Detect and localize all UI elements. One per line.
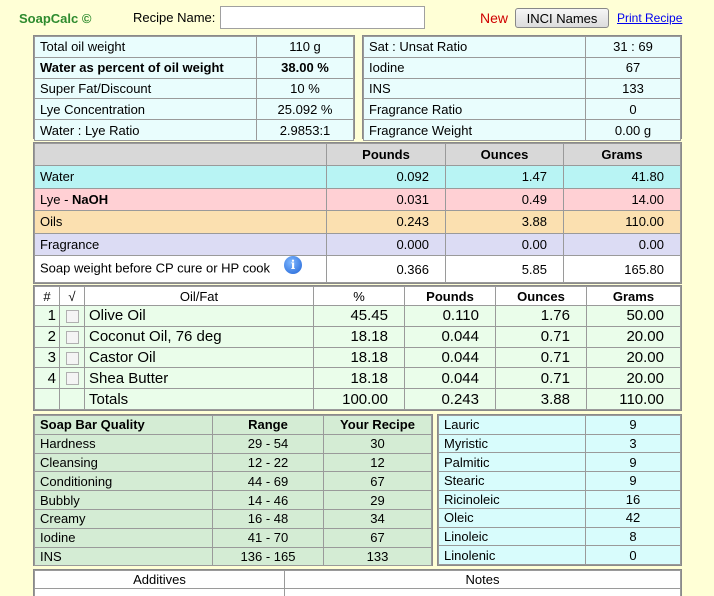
weights-pounds: 0.092: [327, 166, 446, 189]
weights-header-row: [35, 144, 681, 166]
oil-grams: 20.00: [587, 326, 681, 347]
oils-totals-row: [35, 389, 681, 410]
settings-row: [364, 57, 681, 78]
weights-row-lye: [35, 188, 681, 211]
acid-row: [439, 509, 681, 528]
acid-value: 16: [586, 490, 681, 509]
quality-range: 136 - 165: [213, 547, 324, 566]
acid-value: 0: [586, 546, 681, 565]
oil-ounces: 1.76: [496, 306, 587, 327]
weights-grams: 41.80: [564, 166, 681, 189]
quality-name: Creamy: [35, 509, 213, 528]
quality-name: Iodine: [35, 528, 213, 547]
weights-grams: 110.00: [564, 211, 681, 234]
setting-label: Water : Lye Ratio: [35, 120, 257, 141]
quality-range: 16 - 48: [213, 509, 324, 528]
settings-row: [35, 120, 354, 141]
totals-grams: 110.00: [587, 389, 681, 410]
quality-row: [35, 528, 432, 547]
quality-range: 44 - 69: [213, 472, 324, 491]
weights-label: [35, 256, 327, 283]
acid-value: 42: [586, 509, 681, 528]
oil-ounces: 0.71: [496, 326, 587, 347]
weights-ounces: 3.88: [446, 211, 564, 234]
setting-value: 10 %: [257, 78, 354, 99]
oil-num: 4: [35, 368, 60, 389]
acid-row: [439, 416, 681, 435]
setting-label: INS: [364, 78, 586, 99]
acid-row: [439, 527, 681, 546]
oils-header-pct: %: [314, 287, 405, 306]
weights-grams: 165.80: [564, 256, 681, 283]
quality-value: 67: [324, 528, 432, 547]
weights-row-water: [35, 166, 681, 189]
weights-label: Fragrance: [35, 233, 327, 256]
setting-value: 38.00 %: [257, 57, 354, 78]
quality-name: Cleansing: [35, 453, 213, 472]
weights-pounds: 0.000: [327, 233, 446, 256]
oil-checkbox-cell: [60, 368, 85, 389]
quality-name: INS: [35, 547, 213, 566]
fatty-acids-table: [437, 414, 682, 566]
acid-value: 8: [586, 527, 681, 546]
settings-row: [35, 78, 354, 99]
acid-name: Palmitic: [439, 453, 586, 472]
notes-field[interactable]: [285, 589, 681, 596]
settings-row: [364, 37, 681, 58]
weights-ounces: 0.49: [446, 188, 564, 211]
setting-value: 2.9853:1: [257, 120, 354, 141]
acid-name: Myristic: [439, 434, 586, 453]
setting-label: Water as percent of oil weight: [35, 57, 257, 78]
settings-summary-left: [33, 35, 355, 139]
weights-label: [35, 188, 327, 211]
acid-name: Linoleic: [439, 527, 586, 546]
oil-checkbox[interactable]: [66, 352, 79, 365]
soap-weight-label: Soap weight before CP cure or HP cook: [40, 260, 271, 276]
oil-num: 3: [35, 347, 60, 368]
oils-header-pounds: Pounds: [405, 287, 496, 306]
oil-pounds: 0.110: [405, 306, 496, 327]
settings-row: [35, 37, 354, 58]
weights-pounds: 0.243: [327, 211, 446, 234]
recipe-name-input[interactable]: [220, 6, 425, 29]
setting-label: Fragrance Weight: [364, 120, 586, 141]
info-icon[interactable]: i: [284, 256, 302, 274]
setting-value: 0: [586, 99, 681, 120]
top-bar: [0, 0, 714, 36]
setting-label: Total oil weight: [35, 37, 257, 58]
acid-name: Ricinoleic: [439, 490, 586, 509]
recipe-name-label: Recipe Name:: [133, 10, 216, 25]
settings-row: [35, 57, 354, 78]
oil-row: [35, 326, 681, 347]
oil-pounds: 0.044: [405, 326, 496, 347]
oils-header-name: Oil/Fat: [85, 287, 314, 306]
setting-value: 67: [586, 57, 681, 78]
quality-range: 12 - 22: [213, 453, 324, 472]
quality-value: 34: [324, 509, 432, 528]
oil-grams: 50.00: [587, 306, 681, 327]
quality-range: 29 - 54: [213, 434, 324, 453]
weights-row-soap: [35, 256, 681, 283]
quality-name: Conditioning: [35, 472, 213, 491]
weights-header-pounds: Pounds: [327, 144, 446, 166]
weights-label: Water: [35, 166, 327, 189]
oil-ounces: 0.71: [496, 368, 587, 389]
quality-row: [35, 547, 432, 566]
weights-table: [33, 142, 682, 284]
acid-row: [439, 471, 681, 490]
weights-ounces: 1.47: [446, 166, 564, 189]
additives-notes-body: [35, 589, 681, 596]
oils-header-check: √: [60, 287, 85, 306]
oil-pounds: 0.044: [405, 368, 496, 389]
weights-pounds: 0.366: [327, 256, 446, 283]
weights-row-fragrance: [35, 233, 681, 256]
settings-row: [35, 99, 354, 120]
oil-checkbox[interactable]: [66, 331, 79, 344]
weights-grams: 14.00: [564, 188, 681, 211]
acid-name: Oleic: [439, 509, 586, 528]
setting-value: 133: [586, 78, 681, 99]
quality-header-recipe: Your Recipe: [324, 416, 432, 435]
totals-pounds: 0.243: [405, 389, 496, 410]
oil-checkbox-cell: [60, 347, 85, 368]
quality-name: Bubbly: [35, 491, 213, 510]
oil-checkbox[interactable]: [66, 310, 79, 323]
additives-notes-header: [35, 571, 681, 589]
setting-label: Sat : Unsat Ratio: [364, 37, 586, 58]
oil-checkbox-cell: [60, 306, 85, 327]
acid-name: Stearic: [439, 471, 586, 490]
oil-name[interactable]: Coconut Oil, 76 deg: [85, 326, 314, 347]
totals-blank: [35, 389, 60, 410]
quality-row: [35, 509, 432, 528]
quality-range: 14 - 46: [213, 491, 324, 510]
oil-pct: 45.45: [314, 306, 405, 327]
setting-label: Lye Concentration: [35, 99, 257, 120]
oil-pounds: 0.044: [405, 347, 496, 368]
acid-row: [439, 490, 681, 509]
weights-header-blank: [35, 144, 327, 166]
quality-value: 133: [324, 547, 432, 566]
setting-value: 0.00 g: [586, 120, 681, 141]
totals-label: Totals: [85, 389, 314, 410]
settings-summary-right: [362, 35, 682, 139]
totals-blank: [60, 389, 85, 410]
quality-header-row: [35, 416, 432, 435]
settings-row: [364, 99, 681, 120]
acid-row: [439, 453, 681, 472]
quality-row: [35, 491, 432, 510]
weights-ounces: 5.85: [446, 256, 564, 283]
acid-value: 9: [586, 416, 681, 435]
quality-range: 41 - 70: [213, 528, 324, 547]
quality-row: [35, 472, 432, 491]
lye-type: NaOH: [72, 191, 109, 207]
additives-field[interactable]: [35, 589, 285, 596]
oils-header-row: [35, 287, 681, 306]
lye-label: Lye -: [40, 191, 73, 207]
weights-row-oils: [35, 211, 681, 234]
totals-ounces: 3.88: [496, 389, 587, 410]
notes-header: Notes: [285, 571, 681, 589]
oils-table: [33, 285, 682, 411]
quality-value: 29: [324, 491, 432, 510]
acid-name: Linolenic: [439, 546, 586, 565]
oil-ounces: 0.71: [496, 347, 587, 368]
oil-pct: 18.18: [314, 368, 405, 389]
setting-label: Fragrance Ratio: [364, 99, 586, 120]
quality-value: 12: [324, 453, 432, 472]
inci-names-button[interactable]: INCI Names: [515, 8, 609, 28]
oil-pct: 18.18: [314, 347, 405, 368]
setting-label: Iodine: [364, 57, 586, 78]
setting-value: 110 g: [257, 37, 354, 58]
acid-value: 3: [586, 434, 681, 453]
oil-grams: 20.00: [587, 347, 681, 368]
acid-row: [439, 546, 681, 565]
oil-pct: 18.18: [314, 326, 405, 347]
quality-name: Hardness: [35, 434, 213, 453]
oils-header-grams: Grams: [587, 287, 681, 306]
settings-row: [364, 120, 681, 141]
oil-grams: 20.00: [587, 368, 681, 389]
weights-header-ounces: Ounces: [446, 144, 564, 166]
oil-name[interactable]: Shea Butter: [85, 368, 314, 389]
setting-value: 25.092 %: [257, 99, 354, 120]
app-title: SoapCalc ©: [19, 11, 92, 26]
quality-value: 67: [324, 472, 432, 491]
oil-row: [35, 306, 681, 327]
print-recipe-link[interactable]: Print Recipe: [617, 11, 683, 25]
oil-name[interactable]: Castor Oil: [85, 347, 314, 368]
oils-header-ounces: Ounces: [496, 287, 587, 306]
quality-header-name: Soap Bar Quality: [35, 416, 213, 435]
new-recipe-link[interactable]: New: [480, 10, 509, 26]
oil-checkbox[interactable]: [66, 372, 79, 385]
quality-value: 30: [324, 434, 432, 453]
acid-name: Lauric: [439, 416, 586, 435]
quality-header-range: Range: [213, 416, 324, 435]
oil-checkbox-cell: [60, 326, 85, 347]
acid-value: 9: [586, 453, 681, 472]
weights-label: Oils: [35, 211, 327, 234]
oil-name[interactable]: Olive Oil: [85, 306, 314, 327]
oil-num: 2: [35, 326, 60, 347]
setting-value: 31 : 69: [586, 37, 681, 58]
weights-pounds: 0.031: [327, 188, 446, 211]
oils-header-num: #: [35, 287, 60, 306]
acid-row: [439, 434, 681, 453]
settings-row: [364, 78, 681, 99]
oil-num: 1: [35, 306, 60, 327]
additives-header: Additives: [35, 571, 285, 589]
soap-quality-table: [33, 414, 433, 566]
weights-header-grams: Grams: [564, 144, 681, 166]
setting-label: Super Fat/Discount: [35, 78, 257, 99]
quality-row: [35, 434, 432, 453]
totals-pct: 100.00: [314, 389, 405, 410]
quality-row: [35, 453, 432, 472]
additives-notes-table: [33, 569, 682, 596]
oil-row: [35, 347, 681, 368]
oil-row: [35, 368, 681, 389]
weights-ounces: 0.00: [446, 233, 564, 256]
acid-value: 9: [586, 471, 681, 490]
weights-grams: 0.00: [564, 233, 681, 256]
